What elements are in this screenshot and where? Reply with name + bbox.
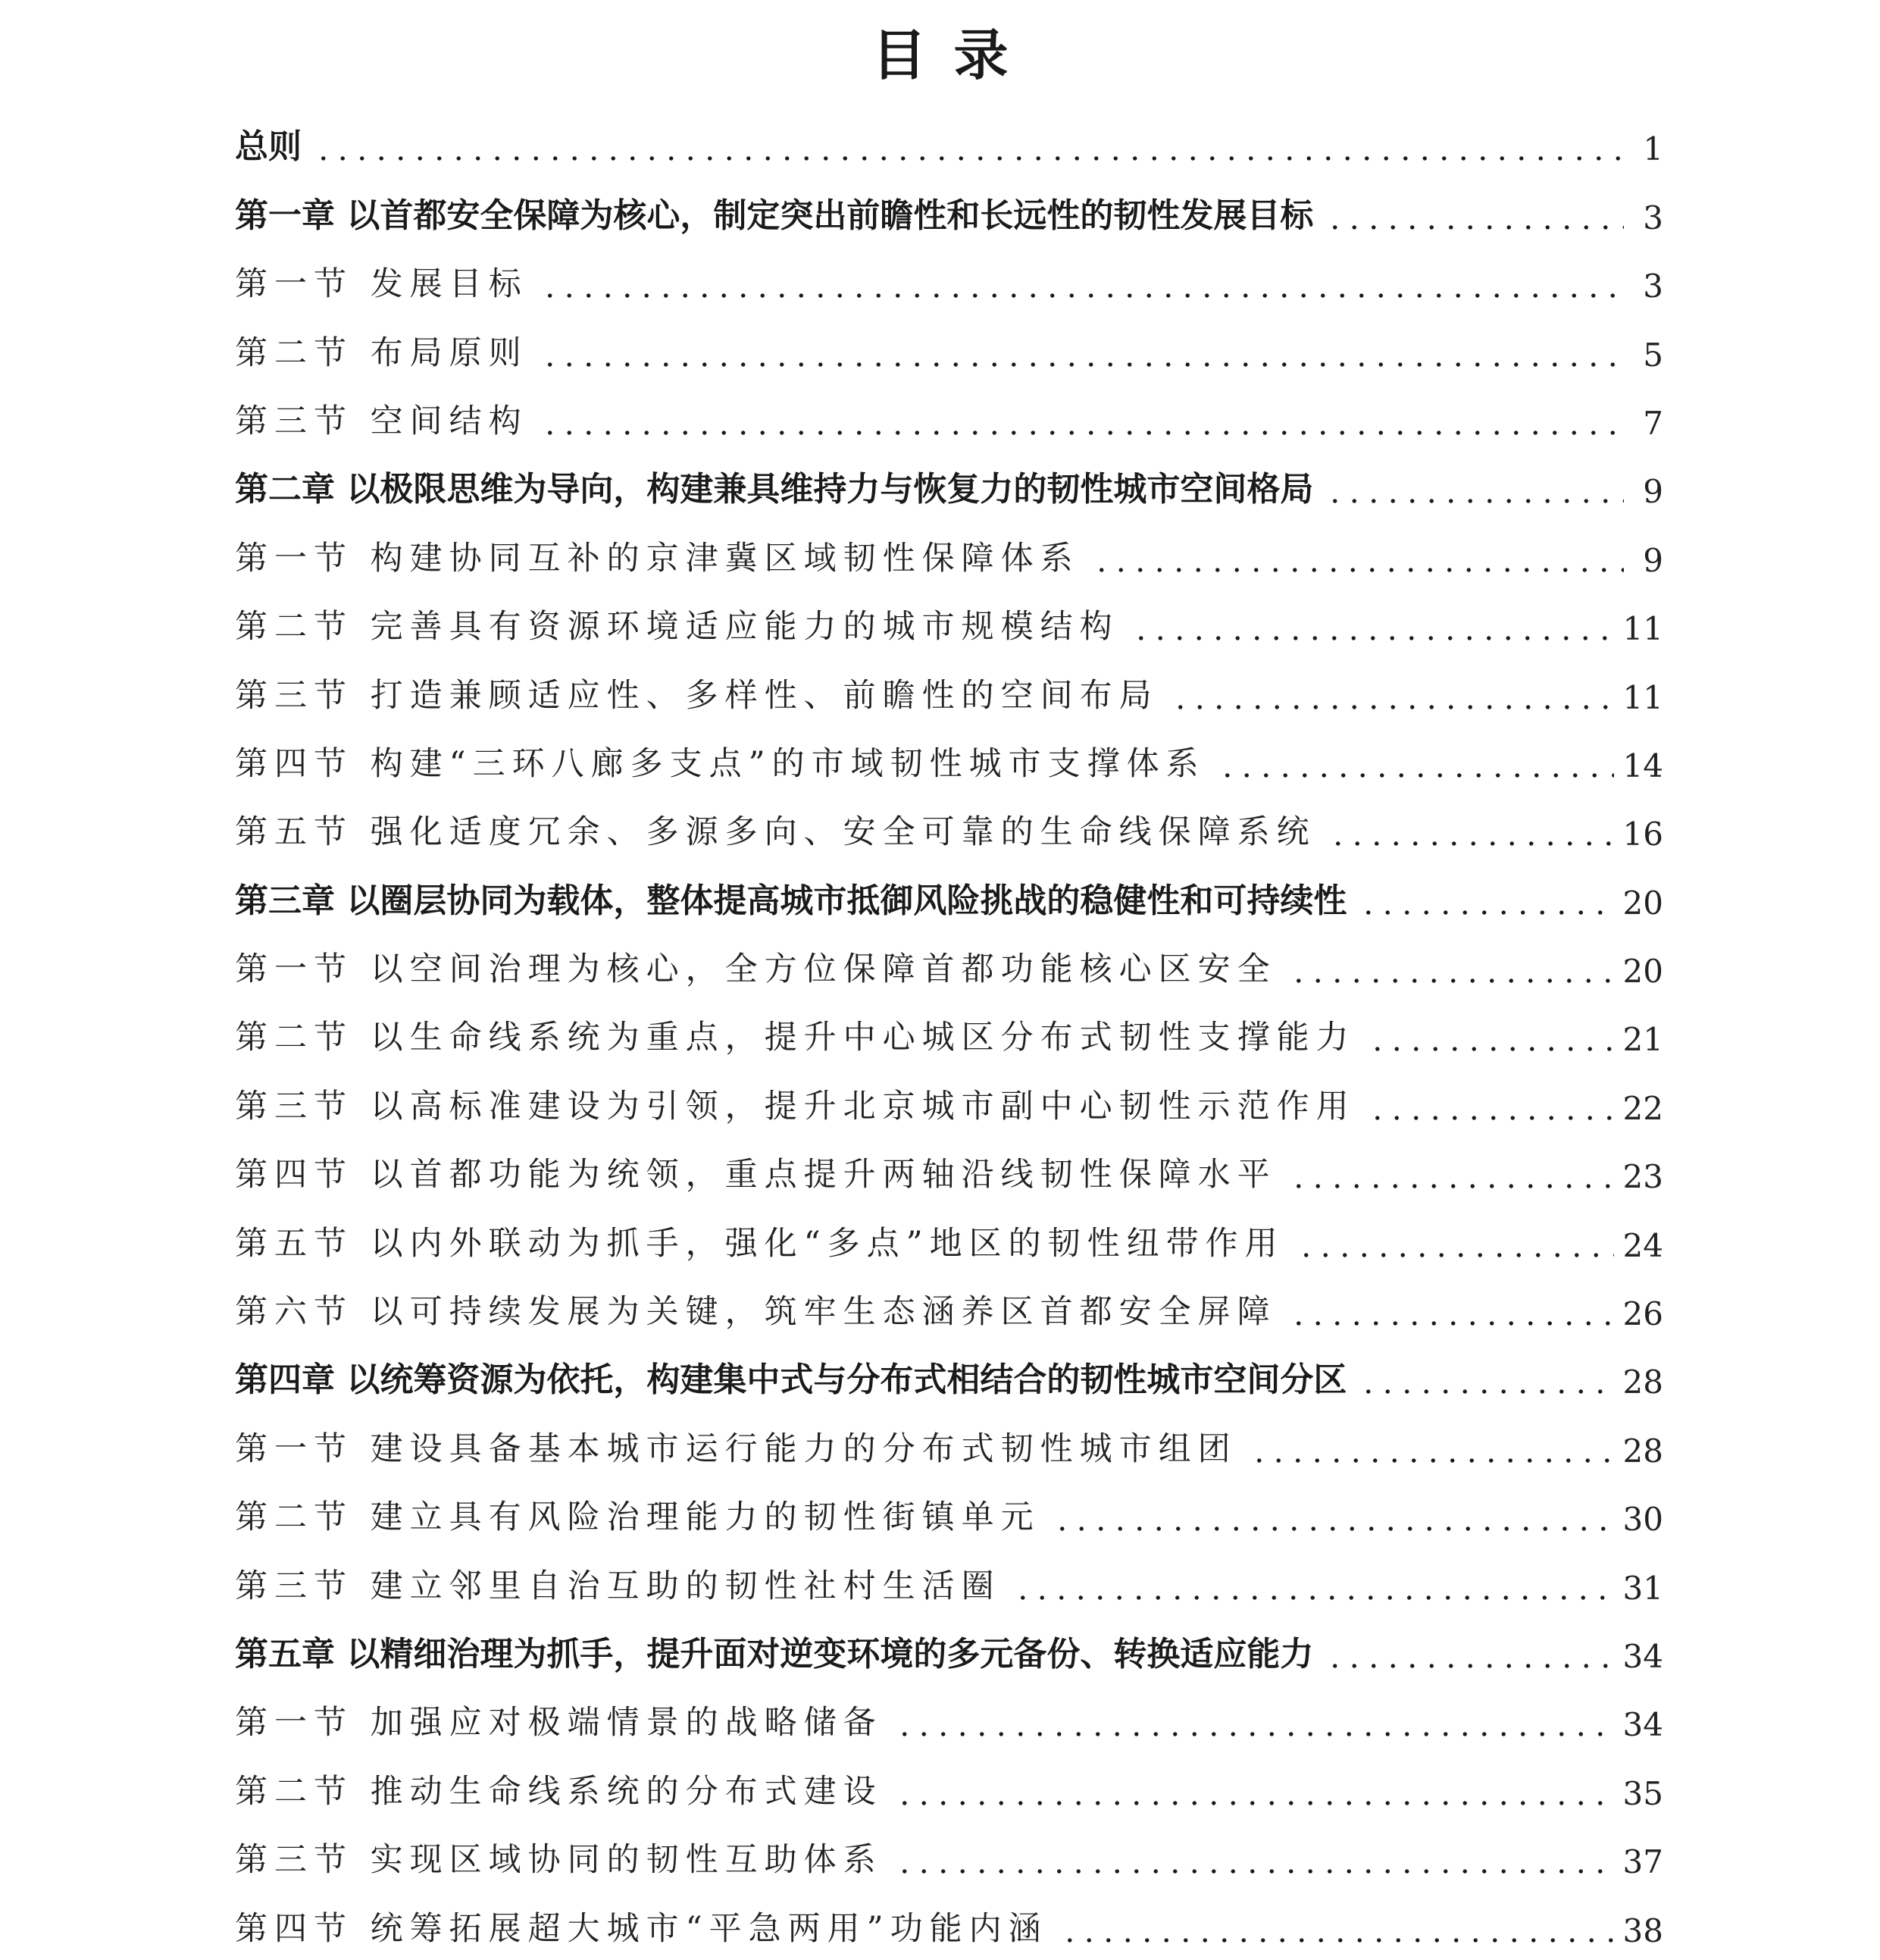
toc-page-number: 37 xyxy=(1622,1843,1663,1881)
toc-entry-label: 第三节 实现区域协同的韧性互助体系 xyxy=(235,1841,883,1880)
toc-dot-leader xyxy=(1359,910,1613,916)
toc-dot-leader xyxy=(1359,1389,1613,1395)
toc-entry-label: 第一节 发展目标 xyxy=(235,265,528,304)
toc-page-number: 34 xyxy=(1622,1637,1663,1675)
toc-section-entry[interactable] xyxy=(235,1548,1663,1617)
toc-entry-label: 第二节 建立具有风险治理能力的韧性街镇单元 xyxy=(235,1498,1040,1537)
toc-chapter-entry[interactable] xyxy=(235,110,1663,178)
toc-dot-leader xyxy=(1328,841,1614,847)
toc-page-number: 28 xyxy=(1622,1364,1663,1401)
toc-entry-label: 第二章 以极限思维为导向，构建兼具维持力与恢复力的韧性城市空间格局 xyxy=(235,470,1314,509)
toc-dot-leader xyxy=(1060,1937,1614,1943)
toc-entry-label: 第三章 以圈层协同为载体，整体提高城市抵御风险挑战的稳健性和可持续性 xyxy=(235,881,1347,920)
toc-entry-label: 第四章 以统筹资源为依托，构建集中式与分布式相结合的韧性城市空间分区 xyxy=(235,1360,1347,1400)
toc-entry-label: 第五章 以精细治理为抓手，提升面对逆变环境的多元备份、转换适应能力 xyxy=(235,1634,1314,1674)
toc-page-number: 23 xyxy=(1622,1158,1663,1196)
toc-dot-leader xyxy=(1325,1663,1613,1669)
toc-page-number: 7 xyxy=(1643,404,1663,442)
toc-section-entry[interactable] xyxy=(235,1411,1663,1479)
toc-section-entry[interactable] xyxy=(235,1206,1663,1274)
toc-section-entry[interactable] xyxy=(235,1138,1663,1206)
toc-page-number: 14 xyxy=(1622,747,1663,784)
toc-page-number: 26 xyxy=(1622,1295,1663,1333)
toc-entry-label: 第一节 建设具备基本城市运行能力的分布式韧性城市组团 xyxy=(235,1429,1237,1468)
toc-entry-label: 第二节 布局原则 xyxy=(235,333,528,372)
toc-dot-leader xyxy=(1289,1320,1614,1326)
toc-section-entry[interactable] xyxy=(235,1480,1663,1548)
toc-chapter-entry[interactable] xyxy=(235,1617,1663,1686)
toc-dot-leader xyxy=(1092,567,1624,573)
toc-page-number: 3 xyxy=(1643,268,1663,305)
toc-section-entry[interactable] xyxy=(235,1000,1663,1069)
toc-section-entry[interactable] xyxy=(235,727,1663,795)
toc-entry-label: 第五节 以内外联动为抓手，强化“多点”地区的韧性纽带作用 xyxy=(235,1224,1284,1263)
toc-page-number: 16 xyxy=(1622,816,1663,853)
toc-section-entry[interactable] xyxy=(235,658,1663,726)
toc-dot-leader xyxy=(540,293,1624,299)
toc-page-number: 3 xyxy=(1643,199,1663,236)
toc-page-number: 21 xyxy=(1622,1021,1663,1059)
toc-page-number: 11 xyxy=(1622,610,1663,648)
toc-dot-leader xyxy=(540,430,1624,436)
toc-page-number: 31 xyxy=(1622,1569,1663,1607)
toc-section-entry[interactable] xyxy=(235,1754,1663,1822)
toc-chapter-entry[interactable] xyxy=(235,863,1663,931)
toc-section-entry[interactable] xyxy=(235,795,1663,863)
toc-page-number: 24 xyxy=(1622,1226,1663,1264)
toc-dot-leader xyxy=(1053,1526,1614,1532)
toc-chapter-entry[interactable] xyxy=(235,178,1663,246)
toc-dot-leader xyxy=(895,1868,1614,1874)
toc-section-entry[interactable] xyxy=(235,1686,1663,1754)
toc-section-entry[interactable] xyxy=(235,247,1663,315)
toc-page-number: 9 xyxy=(1643,541,1663,579)
toc-section-entry[interactable] xyxy=(235,1069,1663,1137)
toc-dot-leader xyxy=(1325,498,1624,504)
toc-section-entry[interactable] xyxy=(235,932,1663,1000)
toc-section-entry[interactable] xyxy=(235,384,1663,452)
toc-page-number: 35 xyxy=(1622,1774,1663,1812)
toc-section-entry[interactable] xyxy=(235,521,1663,589)
toc-page-number: 28 xyxy=(1622,1432,1663,1470)
toc-entry-label: 第六节 以可持续发展为关键，筑牢生态涵养区首都安全屏障 xyxy=(235,1293,1277,1332)
toc-page-number: 20 xyxy=(1622,884,1663,922)
toc-dot-leader xyxy=(540,362,1624,368)
toc-entry-label: 第四节 以首都功能为统领，重点提升两轴沿线韧性保障水平 xyxy=(235,1156,1277,1194)
toc-entry-label: 第一节 以空间治理为核心，全方位保障首都功能核心区安全 xyxy=(235,950,1277,989)
toc-dot-leader xyxy=(1171,704,1614,710)
toc-dot-leader xyxy=(1297,1252,1614,1258)
toc-page-number: 34 xyxy=(1622,1706,1663,1744)
toc-section-entry[interactable] xyxy=(235,1275,1663,1343)
toc-entry-label: 第三节 空间结构 xyxy=(235,402,528,440)
toc-list xyxy=(235,110,1663,1960)
toc-page-number: 30 xyxy=(1622,1501,1663,1539)
toc-section-entry[interactable] xyxy=(235,1823,1663,1891)
toc-section-entry[interactable] xyxy=(235,1891,1663,1959)
toc-dot-leader xyxy=(1013,1595,1614,1601)
toc-dot-leader xyxy=(1289,1183,1614,1189)
toc-entry-label: 第三节 建立邻里自治互助的韧性社村生活圈 xyxy=(235,1567,1001,1605)
toc-dot-leader xyxy=(1250,1457,1614,1464)
toc-chapter-entry[interactable] xyxy=(235,1343,1663,1411)
toc-dot-leader xyxy=(1131,635,1614,641)
toc-chapter-entry[interactable] xyxy=(235,452,1663,521)
toc-section-entry[interactable] xyxy=(235,590,1663,658)
toc-entry-label: 第二节 以生命线系统为重点，提升中心城区分布式韧性支撑能力 xyxy=(235,1019,1356,1057)
toc-page-number: 9 xyxy=(1643,473,1663,511)
toc-page-number: 5 xyxy=(1643,336,1663,374)
toc-dot-leader xyxy=(1218,772,1614,778)
toc-entry-label: 总则 xyxy=(235,127,302,167)
toc-title: 目录 xyxy=(871,23,1036,87)
toc-page-number: 38 xyxy=(1622,1911,1663,1949)
toc-page-number: 1 xyxy=(1643,130,1663,168)
toc-entry-label: 第二节 推动生命线系统的分布式建设 xyxy=(235,1772,883,1811)
toc-entry-label: 第五节 强化适度冗余、多源多向、安全可靠的生命线保障系统 xyxy=(235,813,1316,852)
toc-entry-label: 第二节 完善具有资源环境适应能力的城市规模结构 xyxy=(235,608,1119,647)
toc-dot-leader xyxy=(1368,1115,1614,1121)
toc-dot-leader xyxy=(1325,224,1624,230)
toc-dot-leader xyxy=(314,155,1624,161)
toc-entry-label: 第一章 以首都安全保障为核心，制定突出前瞻性和长远性的韧性发展目标 xyxy=(235,196,1314,235)
toc-dot-leader xyxy=(895,1731,1614,1737)
toc-dot-leader xyxy=(1368,1046,1614,1052)
toc-entry-label: 第三节 以高标准建设为引领，提升北京城市副中心韧性示范作用 xyxy=(235,1087,1356,1126)
toc-dot-leader xyxy=(1289,978,1614,984)
toc-page-number: 22 xyxy=(1622,1089,1663,1127)
toc-entry-label: 第四节 统筹拓展超大城市“平急两用”功能内涵 xyxy=(235,1909,1048,1948)
toc-dot-leader xyxy=(895,1800,1614,1806)
toc-page-number: 20 xyxy=(1622,953,1663,991)
toc-section-entry[interactable] xyxy=(235,315,1663,384)
toc-entry-label: 第四节 构建“三环八廊多支点”的市域韧性城市支撑体系 xyxy=(235,744,1206,783)
toc-entry-label: 第一节 构建协同互补的京津冀区域韧性保障体系 xyxy=(235,539,1080,578)
toc-page-number: 11 xyxy=(1622,678,1663,716)
toc-entry-label: 第一节 加强应对极端情景的战略储备 xyxy=(235,1704,883,1742)
toc-entry-label: 第三节 打造兼顾适应性、多样性、前瞻性的空间布局 xyxy=(235,676,1159,715)
